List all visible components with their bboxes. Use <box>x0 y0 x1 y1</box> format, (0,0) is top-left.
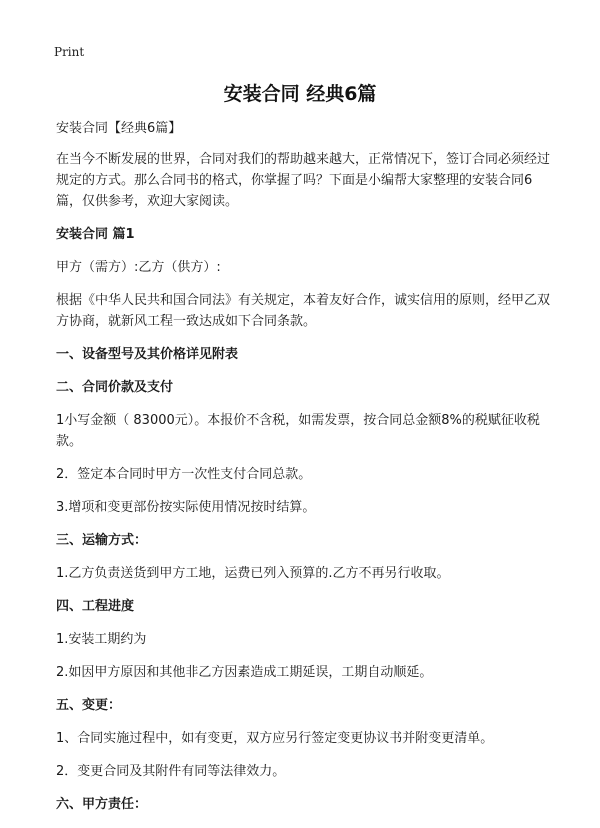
section-heading: 二、合同价款及支付 <box>56 380 174 395</box>
clause-text: 2．签定本合同时甲方一次性支付合同总款。 <box>56 467 312 482</box>
print-link[interactable]: Print <box>54 45 85 59</box>
section-heading: 三、运输方式： <box>56 533 148 548</box>
document-body <box>56 118 556 827</box>
section-heading: 六、甲方责任： <box>56 797 148 812</box>
document-subtitle: 安装合同【经典6篇】 <box>56 121 182 136</box>
intro-paragraph: 在当今不断发展的世界，合同对我们的帮助越来越大，正常情况下，签订合同必须经过规定的方式。那么合同书的格式，你掌握了吗？下面是小编帮大家整理的安装合同6篇，仅供参考，欢迎大家阅读。 <box>56 152 551 209</box>
section-heading: 一、设备型号及其价格详见附表 <box>56 347 239 362</box>
preamble-paragraph: 根据《中华人民共和国合同法》有关规定，本着友好合作，诚实信用的原则，经甲乙双方协商，就新风工程一致达成如下合同条款。 <box>56 293 551 329</box>
section-heading: 五、变更： <box>56 698 122 713</box>
document-title: 安装合同 经典6篇 <box>223 83 377 105</box>
clause-text: 1、合同实施过程中，如有变更，双方应另行签定变更协议书并附变更清单。 <box>56 731 494 746</box>
clause-text: 1.安装工期约为 <box>56 632 147 647</box>
clause-text: 2．变更合同及其附件有同等法律效力。 <box>56 764 286 779</box>
clause-list <box>56 344 556 815</box>
clause-text: 1.乙方负责送货到甲方工地，运费已列入预算的.乙方不再另行收取。 <box>56 566 450 581</box>
section-heading: 四、工程进度 <box>56 599 135 614</box>
clause-text: 1小写金额（ 83000元）。本报价不含税，如需发票，按合同总金额8%的税赋征收税款。 <box>56 413 540 449</box>
parties-line: 甲方（需方）:乙方（供方）: <box>56 260 221 275</box>
clause-text: 3.增项和变更部份按实际使用情况按时结算。 <box>56 500 316 515</box>
clause-text: 2.如因甲方原因和其他非乙方因素造成工期延误，工期自动顺延。 <box>56 665 433 680</box>
part-heading: 安装合同 篇1 <box>56 227 135 242</box>
